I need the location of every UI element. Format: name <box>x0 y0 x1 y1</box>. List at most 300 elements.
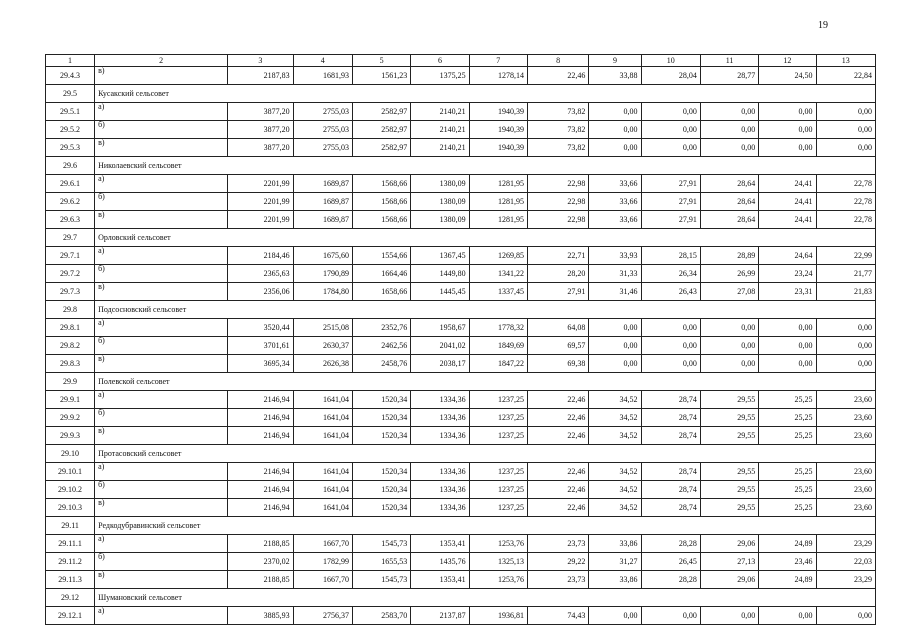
cell-col-9: 33,66 <box>589 193 641 211</box>
cell-col-7: 1341,22 <box>469 265 527 283</box>
cell-col-4: 2630,37 <box>293 337 352 355</box>
table-row <box>46 247 876 265</box>
table-row <box>46 607 876 625</box>
cell-col-12: 23,46 <box>759 553 816 571</box>
row-code: 29.11.2 <box>46 553 95 571</box>
cell-col-6: 1334,36 <box>411 463 469 481</box>
cell-col-12: 0,00 <box>759 607 816 625</box>
cell-col-10: 26,45 <box>641 553 700 571</box>
cell-col-7: 1237,25 <box>469 499 527 517</box>
row-code: 29.7.1 <box>46 247 95 265</box>
cell-col-3: 2365,63 <box>228 265 293 283</box>
cell-col-6: 1353,41 <box>411 571 469 589</box>
cell-col-12: 24,41 <box>759 193 816 211</box>
cell-col-7: 1847,22 <box>469 355 527 373</box>
cell-col-6: 2140,21 <box>411 121 469 139</box>
cell-col-6: 2140,21 <box>411 103 469 121</box>
cell-col-8: 73,82 <box>527 139 588 157</box>
table-row <box>46 211 876 229</box>
cell-col-7: 1281,95 <box>469 175 527 193</box>
row-letter: б) <box>95 553 228 571</box>
cell-col-13: 0,00 <box>816 607 876 625</box>
cell-col-4: 1667,70 <box>293 535 352 553</box>
column-header-6: 6 <box>411 55 469 67</box>
table-row <box>46 103 876 121</box>
cell-col-13: 22,03 <box>816 553 876 571</box>
cell-col-8: 22,46 <box>527 481 588 499</box>
cell-col-8: 23,73 <box>527 571 588 589</box>
cell-col-13: 22,78 <box>816 193 876 211</box>
cell-col-8: 22,98 <box>527 193 588 211</box>
row-letter: в) <box>95 355 228 373</box>
column-header-11: 11 <box>700 55 758 67</box>
table-row <box>46 355 876 373</box>
cell-col-3: 3877,20 <box>228 103 293 121</box>
section-title: Протасовский сельсовет <box>95 445 876 463</box>
section-row <box>46 157 876 175</box>
cell-col-7: 1237,25 <box>469 427 527 445</box>
row-code: 29.5.3 <box>46 139 95 157</box>
cell-col-7: 1269,85 <box>469 247 527 265</box>
cell-col-13: 22,84 <box>816 67 876 85</box>
row-letter: б) <box>95 337 228 355</box>
cell-col-7: 1237,25 <box>469 391 527 409</box>
row-code: 29.11.1 <box>46 535 95 553</box>
row-letter: а) <box>95 103 228 121</box>
cell-col-3: 3695,34 <box>228 355 293 373</box>
row-code: 29.8.3 <box>46 355 95 373</box>
cell-col-5: 2582,97 <box>352 139 410 157</box>
section-row <box>46 85 876 103</box>
cell-col-13: 23,60 <box>816 391 876 409</box>
cell-col-10: 28,04 <box>641 67 700 85</box>
cell-col-6: 1445,45 <box>411 283 469 301</box>
cell-col-5: 1658,66 <box>352 283 410 301</box>
cell-col-8: 22,46 <box>527 409 588 427</box>
row-letter: в) <box>95 211 228 229</box>
cell-col-12: 24,50 <box>759 67 816 85</box>
cell-col-13: 23,29 <box>816 535 876 553</box>
cell-col-4: 1641,04 <box>293 427 352 445</box>
cell-col-9: 34,52 <box>589 463 641 481</box>
cell-col-9: 0,00 <box>589 139 641 157</box>
row-code: 29.12 <box>46 589 95 607</box>
cell-col-4: 1790,89 <box>293 265 352 283</box>
cell-col-6: 1334,36 <box>411 391 469 409</box>
cell-col-13: 23,60 <box>816 481 876 499</box>
cell-col-9: 0,00 <box>589 607 641 625</box>
cell-col-9: 34,52 <box>589 409 641 427</box>
cell-col-6: 1367,45 <box>411 247 469 265</box>
cell-col-4: 1784,80 <box>293 283 352 301</box>
row-code: 29.9.2 <box>46 409 95 427</box>
cell-col-4: 2756,37 <box>293 607 352 625</box>
cell-col-12: 0,00 <box>759 319 816 337</box>
cell-col-9: 0,00 <box>589 319 641 337</box>
column-header-5: 5 <box>352 55 410 67</box>
cell-col-4: 2755,03 <box>293 121 352 139</box>
section-row <box>46 301 876 319</box>
cell-col-9: 33,86 <box>589 571 641 589</box>
cell-col-12: 24,89 <box>759 571 816 589</box>
cell-col-12: 24,41 <box>759 211 816 229</box>
cell-col-12: 0,00 <box>759 355 816 373</box>
cell-col-5: 2462,56 <box>352 337 410 355</box>
cell-col-11: 28,89 <box>700 247 758 265</box>
cell-col-7: 1325,13 <box>469 553 527 571</box>
cell-col-8: 69,57 <box>527 337 588 355</box>
column-header-8: 8 <box>527 55 588 67</box>
row-code: 29.6.2 <box>46 193 95 211</box>
column-header-12: 12 <box>759 55 816 67</box>
cell-col-4: 1641,04 <box>293 463 352 481</box>
cell-col-13: 0,00 <box>816 337 876 355</box>
cell-col-8: 22,98 <box>527 211 588 229</box>
cell-col-3: 3877,20 <box>228 121 293 139</box>
cell-col-5: 2582,97 <box>352 103 410 121</box>
cell-col-11: 29,55 <box>700 391 758 409</box>
table-row <box>46 193 876 211</box>
cell-col-13: 23,60 <box>816 409 876 427</box>
section-title: Кусакский сельсовет <box>95 85 876 103</box>
table-row <box>46 409 876 427</box>
cell-col-10: 26,34 <box>641 265 700 283</box>
section-title: Орловский сельсовет <box>95 229 876 247</box>
cell-col-12: 0,00 <box>759 139 816 157</box>
cell-col-8: 22,71 <box>527 247 588 265</box>
table-row <box>46 391 876 409</box>
column-header-9: 9 <box>589 55 641 67</box>
cell-col-6: 1449,80 <box>411 265 469 283</box>
cell-col-12: 25,25 <box>759 427 816 445</box>
cell-col-3: 2187,83 <box>228 67 293 85</box>
cell-col-11: 26,99 <box>700 265 758 283</box>
cell-col-9: 0,00 <box>589 337 641 355</box>
cell-col-7: 1281,95 <box>469 211 527 229</box>
cell-col-5: 1545,73 <box>352 571 410 589</box>
cell-col-5: 2352,76 <box>352 319 410 337</box>
row-letter: а) <box>95 463 228 481</box>
cell-col-10: 0,00 <box>641 139 700 157</box>
cell-col-3: 3877,20 <box>228 139 293 157</box>
cell-col-7: 1337,45 <box>469 283 527 301</box>
cell-col-6: 2137,87 <box>411 607 469 625</box>
cell-col-13: 22,78 <box>816 211 876 229</box>
row-code: 29.7.3 <box>46 283 95 301</box>
cell-col-11: 29,55 <box>700 463 758 481</box>
cell-col-10: 28,28 <box>641 535 700 553</box>
cell-col-4: 1681,93 <box>293 67 352 85</box>
table-row <box>46 67 876 85</box>
row-code: 29.10.2 <box>46 481 95 499</box>
cell-col-8: 22,46 <box>527 67 588 85</box>
row-letter: в) <box>95 283 228 301</box>
cell-col-13: 0,00 <box>816 121 876 139</box>
cell-col-5: 1520,34 <box>352 481 410 499</box>
row-letter: б) <box>95 193 228 211</box>
cell-col-10: 0,00 <box>641 319 700 337</box>
cell-col-11: 0,00 <box>700 355 758 373</box>
cell-col-13: 21,83 <box>816 283 876 301</box>
table-row <box>46 121 876 139</box>
row-code: 29.9.1 <box>46 391 95 409</box>
cell-col-5: 1520,34 <box>352 499 410 517</box>
cell-col-4: 2755,03 <box>293 103 352 121</box>
cell-col-3: 2146,94 <box>228 427 293 445</box>
cell-col-11: 28,64 <box>700 211 758 229</box>
cell-col-13: 22,78 <box>816 175 876 193</box>
cell-col-9: 0,00 <box>589 355 641 373</box>
row-code: 29.6.3 <box>46 211 95 229</box>
row-code: 29.11 <box>46 517 95 535</box>
cell-col-6: 1353,41 <box>411 535 469 553</box>
cell-col-6: 1380,09 <box>411 193 469 211</box>
section-row <box>46 517 876 535</box>
cell-col-11: 0,00 <box>700 139 758 157</box>
cell-col-10: 28,74 <box>641 391 700 409</box>
cell-col-3: 2188,85 <box>228 571 293 589</box>
cell-col-5: 1568,66 <box>352 211 410 229</box>
row-letter: в) <box>95 571 228 589</box>
cell-col-10: 26,43 <box>641 283 700 301</box>
row-code: 29.11.3 <box>46 571 95 589</box>
cell-col-10: 27,91 <box>641 175 700 193</box>
cell-col-11: 28,77 <box>700 67 758 85</box>
row-code: 29.7 <box>46 229 95 247</box>
cell-col-5: 1655,53 <box>352 553 410 571</box>
cell-col-6: 1380,09 <box>411 211 469 229</box>
cell-col-11: 0,00 <box>700 121 758 139</box>
table-row <box>46 175 876 193</box>
row-letter: в) <box>95 139 228 157</box>
cell-col-11: 0,00 <box>700 607 758 625</box>
cell-col-4: 1689,87 <box>293 175 352 193</box>
cell-col-10: 28,74 <box>641 427 700 445</box>
section-title: Подсосновский сельсовет <box>95 301 876 319</box>
cell-col-5: 1520,34 <box>352 391 410 409</box>
column-header-10: 10 <box>641 55 700 67</box>
cell-col-11: 0,00 <box>700 103 758 121</box>
row-letter: б) <box>95 409 228 427</box>
row-code: 29.5.2 <box>46 121 95 139</box>
section-title: Редкодубравинский сельсовет <box>95 517 876 535</box>
table-row <box>46 553 876 571</box>
cell-col-12: 23,31 <box>759 283 816 301</box>
cell-col-9: 34,52 <box>589 391 641 409</box>
cell-col-4: 1689,87 <box>293 211 352 229</box>
cell-col-10: 0,00 <box>641 607 700 625</box>
cell-col-9: 31,27 <box>589 553 641 571</box>
cell-col-9: 0,00 <box>589 103 641 121</box>
cell-col-6: 1375,25 <box>411 67 469 85</box>
cell-col-8: 28,20 <box>527 265 588 283</box>
section-row <box>46 229 876 247</box>
cell-col-11: 27,13 <box>700 553 758 571</box>
cell-col-9: 34,52 <box>589 481 641 499</box>
row-letter: а) <box>95 319 228 337</box>
cell-col-10: 27,91 <box>641 193 700 211</box>
cell-col-3: 2146,94 <box>228 391 293 409</box>
row-code: 29.9 <box>46 373 95 391</box>
cell-col-8: 73,82 <box>527 103 588 121</box>
cell-col-4: 1641,04 <box>293 481 352 499</box>
cell-col-13: 23,60 <box>816 427 876 445</box>
cell-col-11: 29,06 <box>700 535 758 553</box>
cell-col-9: 33,66 <box>589 175 641 193</box>
column-header-1: 1 <box>46 55 95 67</box>
cell-col-10: 0,00 <box>641 355 700 373</box>
cell-col-13: 21,77 <box>816 265 876 283</box>
cell-col-3: 2146,94 <box>228 499 293 517</box>
column-header-3: 3 <box>228 55 293 67</box>
cell-col-4: 2626,38 <box>293 355 352 373</box>
cell-col-10: 28,74 <box>641 409 700 427</box>
cell-col-8: 69,38 <box>527 355 588 373</box>
cell-col-5: 1664,46 <box>352 265 410 283</box>
cell-col-5: 1568,66 <box>352 193 410 211</box>
row-letter: а) <box>95 175 228 193</box>
cell-col-9: 31,46 <box>589 283 641 301</box>
cell-col-4: 1782,99 <box>293 553 352 571</box>
row-code: 29.10.1 <box>46 463 95 481</box>
table-row <box>46 499 876 517</box>
table-row <box>46 481 876 499</box>
column-header-4: 4 <box>293 55 352 67</box>
table-row <box>46 265 876 283</box>
cell-col-12: 0,00 <box>759 121 816 139</box>
cell-col-4: 2515,08 <box>293 319 352 337</box>
cell-col-3: 2201,99 <box>228 211 293 229</box>
cell-col-13: 0,00 <box>816 319 876 337</box>
table-row <box>46 319 876 337</box>
table-row <box>46 427 876 445</box>
cell-col-6: 1334,36 <box>411 481 469 499</box>
cell-col-11: 27,08 <box>700 283 758 301</box>
cell-col-7: 1940,39 <box>469 121 527 139</box>
cell-col-5: 1520,34 <box>352 427 410 445</box>
cell-col-7: 1237,25 <box>469 409 527 427</box>
cell-col-12: 25,25 <box>759 391 816 409</box>
row-letter: а) <box>95 247 228 265</box>
cell-col-7: 1281,95 <box>469 193 527 211</box>
section-row <box>46 589 876 607</box>
cell-col-12: 0,00 <box>759 337 816 355</box>
row-letter: в) <box>95 427 228 445</box>
row-letter: б) <box>95 121 228 139</box>
table-row <box>46 139 876 157</box>
cell-col-7: 1778,32 <box>469 319 527 337</box>
cell-col-10: 27,91 <box>641 211 700 229</box>
page-number: 19 <box>818 20 828 31</box>
section-title: Полевской сельсовет <box>95 373 876 391</box>
cell-col-4: 1641,04 <box>293 409 352 427</box>
cell-col-5: 2582,97 <box>352 121 410 139</box>
cell-col-9: 34,52 <box>589 499 641 517</box>
cell-col-4: 1641,04 <box>293 499 352 517</box>
row-code: 29.5 <box>46 85 95 103</box>
cell-col-6: 1334,36 <box>411 499 469 517</box>
section-title: Николаевский сельсовет <box>95 157 876 175</box>
cell-col-3: 2146,94 <box>228 463 293 481</box>
row-letter: в) <box>95 499 228 517</box>
cell-col-12: 25,25 <box>759 463 816 481</box>
row-letter: а) <box>95 535 228 553</box>
cell-col-10: 28,74 <box>641 499 700 517</box>
cell-col-8: 22,98 <box>527 175 588 193</box>
row-code: 29.4.3 <box>46 67 95 85</box>
cell-col-10: 0,00 <box>641 103 700 121</box>
tariff-table <box>45 54 876 625</box>
cell-col-6: 1958,67 <box>411 319 469 337</box>
cell-col-12: 24,89 <box>759 535 816 553</box>
cell-col-5: 1520,34 <box>352 409 410 427</box>
row-letter: а) <box>95 607 228 625</box>
cell-col-7: 1253,76 <box>469 571 527 589</box>
cell-col-5: 1561,23 <box>352 67 410 85</box>
cell-col-4: 1641,04 <box>293 391 352 409</box>
section-row <box>46 445 876 463</box>
cell-col-12: 24,41 <box>759 175 816 193</box>
column-header-2: 2 <box>95 55 228 67</box>
cell-col-3: 3701,61 <box>228 337 293 355</box>
cell-col-11: 0,00 <box>700 337 758 355</box>
row-code: 29.8.1 <box>46 319 95 337</box>
cell-col-10: 28,28 <box>641 571 700 589</box>
cell-col-7: 1237,25 <box>469 481 527 499</box>
table-row <box>46 283 876 301</box>
cell-col-11: 29,06 <box>700 571 758 589</box>
row-code: 29.6 <box>46 157 95 175</box>
row-letter: а) <box>95 391 228 409</box>
row-letter: в) <box>95 67 228 85</box>
cell-col-5: 2458,76 <box>352 355 410 373</box>
cell-col-7: 1940,39 <box>469 139 527 157</box>
cell-col-5: 1568,66 <box>352 175 410 193</box>
cell-col-6: 2140,21 <box>411 139 469 157</box>
cell-col-12: 25,25 <box>759 499 816 517</box>
cell-col-13: 23,60 <box>816 463 876 481</box>
cell-col-10: 0,00 <box>641 337 700 355</box>
cell-col-5: 1545,73 <box>352 535 410 553</box>
cell-col-10: 28,74 <box>641 481 700 499</box>
cell-col-9: 0,00 <box>589 121 641 139</box>
cell-col-8: 22,46 <box>527 427 588 445</box>
cell-col-9: 33,93 <box>589 247 641 265</box>
row-code: 29.9.3 <box>46 427 95 445</box>
cell-col-11: 28,64 <box>700 175 758 193</box>
cell-col-13: 0,00 <box>816 139 876 157</box>
cell-col-7: 1278,14 <box>469 67 527 85</box>
cell-col-7: 1940,39 <box>469 103 527 121</box>
cell-col-13: 23,60 <box>816 499 876 517</box>
cell-col-8: 22,46 <box>527 463 588 481</box>
row-code: 29.6.1 <box>46 175 95 193</box>
cell-col-4: 1675,60 <box>293 247 352 265</box>
cell-col-11: 29,55 <box>700 409 758 427</box>
column-header-13: 13 <box>816 55 876 67</box>
cell-col-11: 29,55 <box>700 481 758 499</box>
row-code: 29.5.1 <box>46 103 95 121</box>
row-code: 29.12.1 <box>46 607 95 625</box>
cell-col-8: 23,73 <box>527 535 588 553</box>
cell-col-7: 1936,81 <box>469 607 527 625</box>
cell-col-7: 1849,69 <box>469 337 527 355</box>
cell-col-11: 28,64 <box>700 193 758 211</box>
row-code: 29.10 <box>46 445 95 463</box>
cell-col-4: 1667,70 <box>293 571 352 589</box>
cell-col-8: 64,08 <box>527 319 588 337</box>
cell-col-10: 28,15 <box>641 247 700 265</box>
